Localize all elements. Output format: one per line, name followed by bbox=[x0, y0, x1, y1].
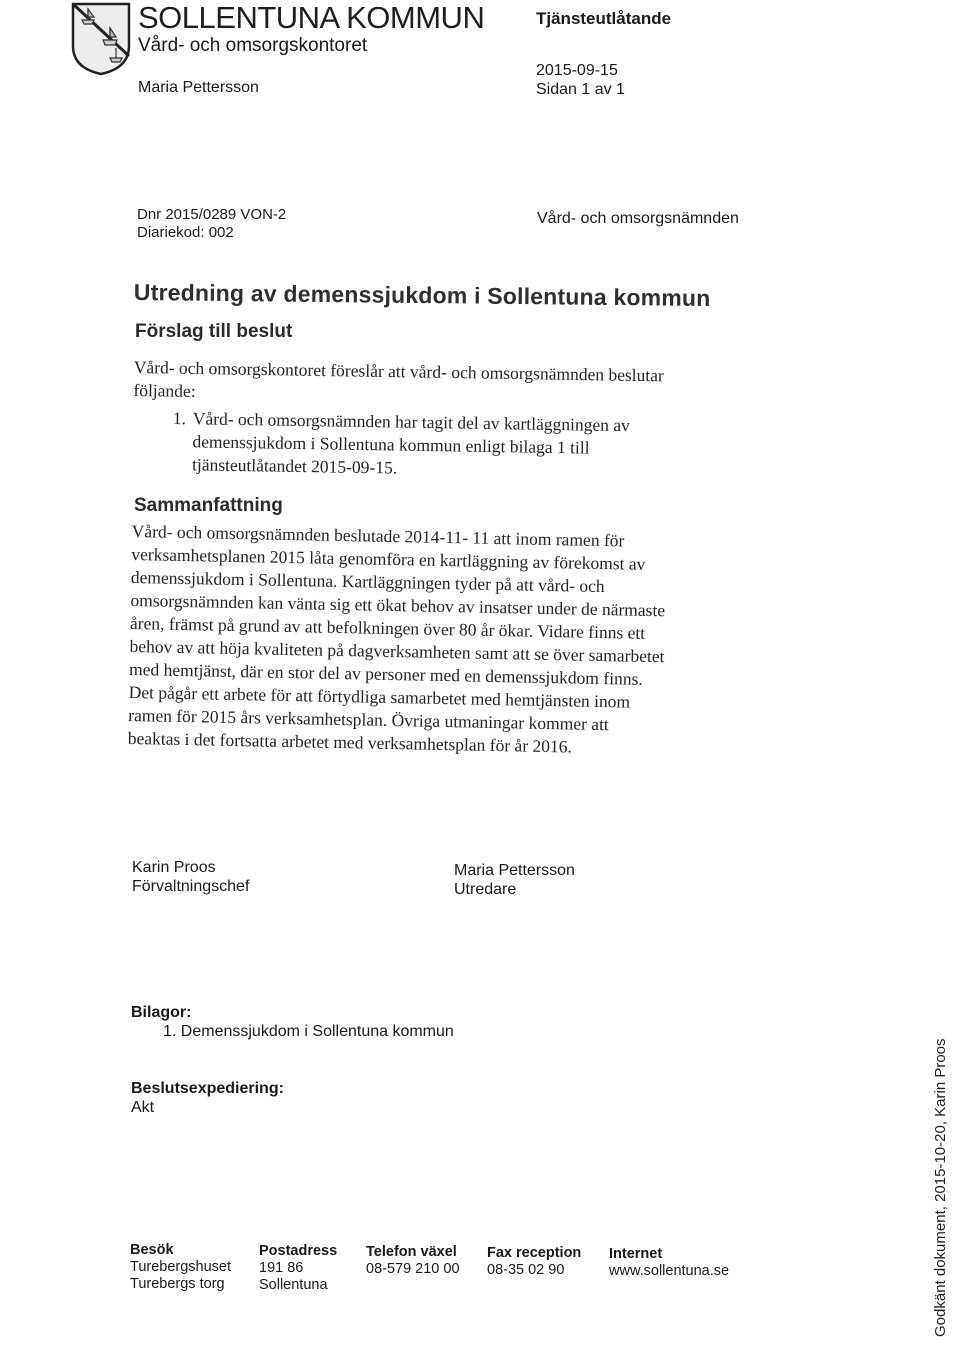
summary-line: behov av att höja kvaliteten på dagverksamheten samt att se över samarbetet bbox=[129, 635, 665, 667]
signatory-name: Maria Pettersson bbox=[454, 862, 575, 879]
signature-block bbox=[454, 861, 575, 899]
author-name: Maria Pettersson bbox=[138, 79, 259, 96]
decision-line: demenssjukdom i Sollentuna kommun enligt bilaga 1 till bbox=[192, 431, 590, 458]
summary-heading: Sammanfattning bbox=[134, 495, 283, 516]
recipient: Vård- och omsorgsnämnden bbox=[537, 210, 739, 227]
footer-web-link[interactable]: www.sollentuna.se bbox=[609, 1263, 730, 1279]
proposal-text bbox=[133, 356, 664, 410]
footer-post bbox=[259, 1243, 337, 1294]
decision-item-number: 1. bbox=[172, 407, 187, 429]
summary-line: ramen för 2015 års verksamhetsplan. Övriga utmaningar kommer att bbox=[128, 704, 609, 735]
footer-fax-label: Fax reception bbox=[487, 1245, 582, 1261]
decision-line: Vård- och omsorgsnämnden har tagit del av kartläggningen av bbox=[192, 408, 630, 436]
approval-stamp: Godkänt dokument, 2015-10-20, Karin Proos bbox=[932, 1038, 949, 1337]
summary-line: med hemtjänst, där en stor del av personer med en demenssjukdom finns. bbox=[128, 658, 643, 689]
department-name: Vård- och omsorgskontoret bbox=[138, 35, 368, 56]
footer-web bbox=[609, 1246, 729, 1280]
summary-line: Det pågår ett arbete för att förtydliga samarbetet med hemtjänsten inom bbox=[128, 681, 631, 712]
page-number: Sidan 1 av 1 bbox=[536, 81, 625, 98]
footer-visit-label: Besök bbox=[130, 1242, 174, 1258]
footer-phone-number: 08-579 210 00 bbox=[366, 1261, 460, 1277]
organization-name: SOLLENTUNA KOMMUN bbox=[138, 0, 485, 35]
proposal-line: Vård- och omsorgskontoret föreslår att vård- och omsorgsnämnden beslutar bbox=[133, 356, 664, 386]
footer-phone-label: Telefon växel bbox=[366, 1244, 457, 1260]
signature-block bbox=[132, 858, 249, 896]
proposal-heading: Förslag till beslut bbox=[135, 321, 293, 342]
decision-line: tjänsteutlåtandet 2015-09-15. bbox=[191, 454, 398, 478]
document-title: Utredning av demenssjukdom i Sollentuna kommun bbox=[133, 279, 711, 312]
footer-phone bbox=[366, 1244, 460, 1278]
expedition-heading: Beslutsexpediering: bbox=[131, 1080, 284, 1097]
summary-line: beaktas i det fortsatta arbetet med verksamhetsplan för år 2016. bbox=[127, 727, 573, 757]
registration-number: Dnr 2015/0289 VON-2 bbox=[137, 206, 287, 223]
municipal-crest-icon bbox=[70, 2, 132, 76]
summary-text bbox=[128, 520, 667, 760]
document-type: Tjänsteutlåtande bbox=[536, 9, 672, 28]
footer-visit-line: Turebergshuset bbox=[130, 1259, 232, 1275]
attachments-heading: Bilagor: bbox=[131, 1004, 192, 1021]
attachment-item: 1. Demenssjukdom i Sollentuna kommun bbox=[163, 1023, 454, 1040]
summary-line: åren, främst på grund av att befolkningen över 80 år ökar. Vidare finns ett bbox=[129, 612, 646, 643]
footer-post-line: Sollentuna bbox=[259, 1277, 328, 1293]
signatory-role: Förvaltningschef bbox=[132, 878, 250, 895]
signatory-role: Utredare bbox=[454, 881, 517, 898]
summary-line: Vård- och omsorgsnämnden beslutade 2014-11- 11 att inom ramen för bbox=[131, 520, 625, 551]
expedition-value: Akt bbox=[131, 1099, 155, 1116]
footer-visit bbox=[130, 1242, 231, 1293]
summary-line: verksamhetsplanen 2015 låta genomföra en kartläggning av förekomst av bbox=[131, 543, 646, 574]
summary-line: demenssjukdom i Sollentuna. Kartläggningen tyder på att vård- och bbox=[130, 566, 605, 597]
diary-code: Diariekod: 002 bbox=[137, 224, 234, 241]
summary-line: omsorgsnämnden kan vänta sig ett ökat behov av insatser under de närmaste bbox=[130, 589, 666, 621]
footer-fax-number: 08-35 02 90 bbox=[487, 1262, 565, 1278]
footer-web-label: Internet bbox=[609, 1246, 663, 1262]
footer-post-line: 191 86 bbox=[259, 1260, 304, 1276]
footer-post-label: Postadress bbox=[259, 1243, 338, 1259]
footer-fax bbox=[487, 1245, 581, 1279]
footer-visit-line: Turebergs torg bbox=[130, 1276, 225, 1292]
proposal-line: följande: bbox=[133, 379, 196, 401]
document-date: 2015-09-15 bbox=[536, 62, 618, 79]
signatory-name: Karin Proos bbox=[132, 859, 216, 876]
